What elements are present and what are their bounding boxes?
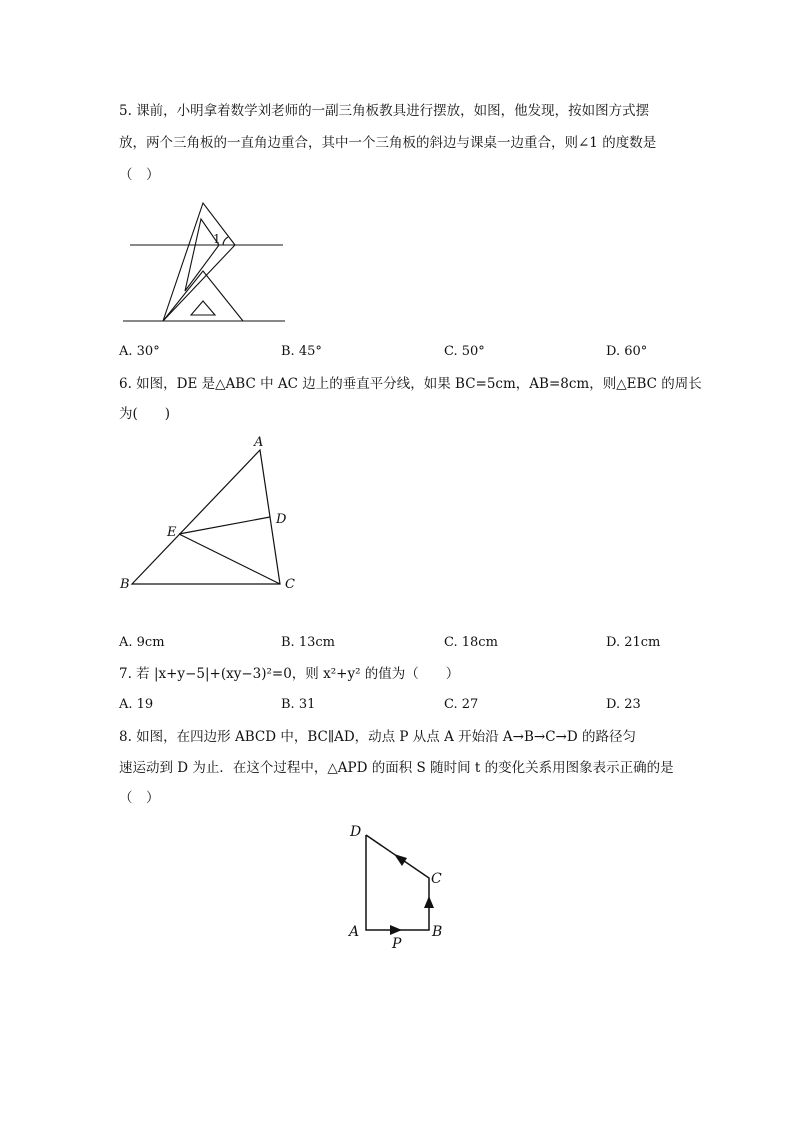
q5-triangle-ruler-figure bbox=[115, 195, 295, 330]
q6-option-a[interactable]: A. 9cm bbox=[119, 635, 165, 650]
q7-option-b[interactable]: B. 31 bbox=[281, 697, 316, 712]
q6-option-c[interactable]: C. 18cm bbox=[444, 635, 498, 650]
q7-option-c[interactable]: C. 27 bbox=[444, 697, 479, 712]
q6-segment-de bbox=[179, 517, 270, 534]
q6-option-b[interactable]: B. 13cm bbox=[281, 635, 335, 650]
q6-triangle-figure bbox=[110, 430, 310, 595]
q7-text-line1: 7. 若 |x+y−5|+(xy−3)²=0，则 x²+y² 的值为（ ） bbox=[119, 666, 460, 682]
q6-option-d[interactable]: D. 21cm bbox=[606, 635, 661, 650]
q8-label-a: A bbox=[349, 924, 360, 940]
q5-text-line2: 放，两个三角板的一直角边重合，其中一个三角板的斜边与课桌一边重合，则∠1 的度数是 bbox=[119, 135, 657, 151]
q8-arrow-ab bbox=[390, 925, 402, 935]
q5-text-line1: 5. 课前，小明拿着数学刘老师的一副三角板教具进行摆放，如图，他发现，按如图方式摆 bbox=[119, 103, 650, 119]
q6-label-e: E bbox=[167, 525, 177, 540]
q6-triangle-abc bbox=[132, 450, 280, 584]
q5-set-square-2-inner bbox=[191, 301, 215, 315]
q6-segment-ec bbox=[179, 534, 280, 584]
q8-label-b: B bbox=[432, 924, 443, 940]
q6-label-d: D bbox=[276, 512, 287, 527]
q5-set-square-1 bbox=[163, 203, 235, 321]
q6-label-a: A bbox=[254, 435, 264, 450]
q8-arrow-cd bbox=[394, 854, 407, 866]
q8-quadrilateral-abcd bbox=[366, 835, 429, 930]
q6-text-line2: 为( ) bbox=[119, 406, 171, 422]
q5-option-d[interactable]: D. 60° bbox=[606, 344, 648, 359]
q8-label-d: D bbox=[350, 824, 362, 840]
q5-text-line3: （ ） bbox=[119, 167, 160, 183]
q5-option-b[interactable]: B. 45° bbox=[281, 344, 322, 359]
q7-option-d[interactable]: D. 23 bbox=[606, 697, 641, 712]
q8-text-line3: （ ） bbox=[119, 790, 160, 806]
q8-quadrilateral-figure bbox=[340, 820, 460, 955]
q6-label-c: C bbox=[285, 577, 295, 592]
q8-label-c: C bbox=[431, 871, 442, 887]
q5-angle-mark bbox=[223, 237, 228, 245]
q8-text-line1: 8. 如图，在四边形 ABCD 中，BC∥AD，动点 P 从点 A 开始沿 A→B→C→D 的路径匀 bbox=[119, 729, 636, 745]
q5-option-a[interactable]: A. 30° bbox=[119, 344, 160, 359]
q8-arrow-bc bbox=[424, 896, 434, 908]
q5-option-c[interactable]: C. 50° bbox=[444, 344, 485, 359]
q8-label-p: P bbox=[392, 936, 402, 952]
q6-label-b: B bbox=[120, 577, 130, 592]
q6-text-line1: 6. 如图，DE 是△ABC 中 AC 边上的垂直平分线，如果 BC=5cm，AB=8cm，则△EBC 的周长 bbox=[119, 376, 702, 392]
q8-text-line2: 速运动到 D 为止．在这个过程中，△APD 的面积 S 随时间 t 的变化关系用图象表示正确的是 bbox=[119, 760, 674, 776]
q7-option-a[interactable]: A. 19 bbox=[119, 697, 154, 712]
q5-angle-label: 1 bbox=[213, 232, 221, 246]
